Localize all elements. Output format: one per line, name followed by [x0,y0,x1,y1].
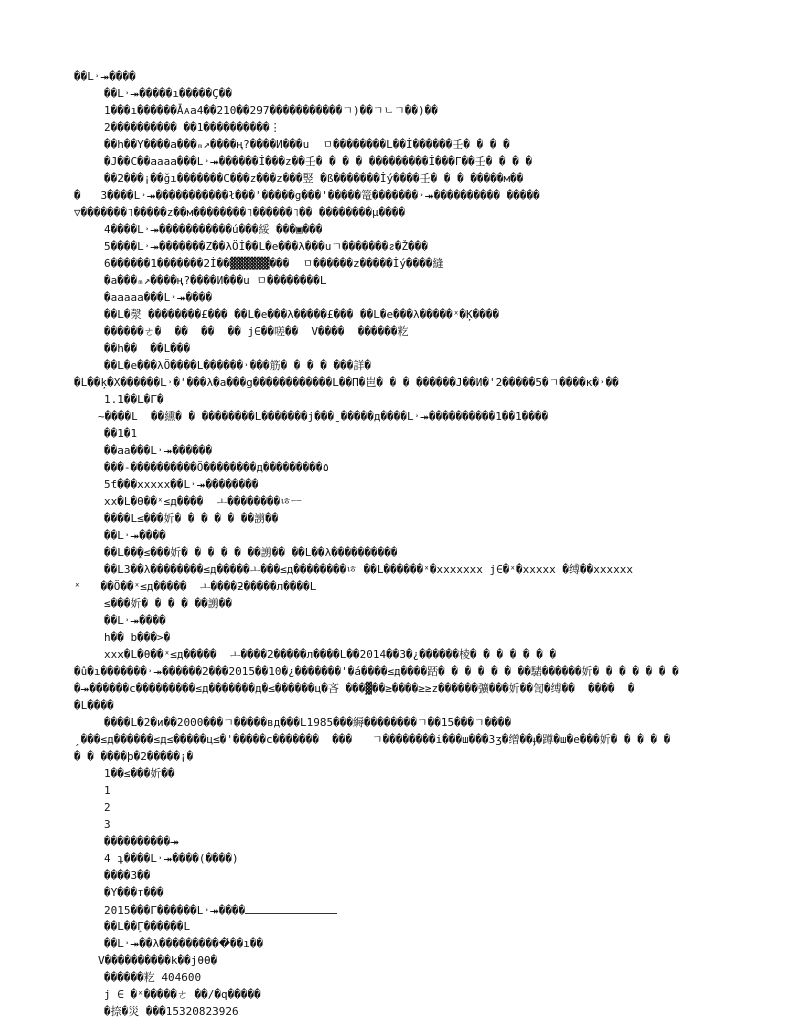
document-body [0,68,791,1020]
text-line: 3 [104,818,111,831]
text-line: ˣ ��Ö��ˣ≤д����� ㅗ����ƻ�����л����L [74,580,317,593]
text-line: 5����L˒⯮�������Z��λÖİ��L�e���λ���uㄱ�������ᴤ�Ž��� [104,240,429,253]
text-line: 6������1�������2İ��▓▓▓▓▓▓��� ㅁ������z�����İý����縫 [104,257,444,270]
text-line: ��L˒⯮���� [104,614,166,627]
text-line: ��L�e���λÖ����L������˒���筋� � � � ���詳� [104,359,372,372]
text-line: 5ƭ���xxxxx��L˒⯮�������� [104,478,259,491]
text-line: ��L˒⯮���� [104,529,166,542]
text-line: ��L˒⯮��λ����������҅��ı�� [104,937,264,950]
text-line: ��2���¡��ğı�������C���z���z���竪 �ß�������İý����壬� � � �����м�� [104,172,524,185]
text-line: 2015���Γ������L˒⯮���� [0,901,791,918]
text-line: j ∈ �ˣ�����ㄜ ��/�q����� [104,988,261,1001]
text-line: ��L��֑Γ������L [104,920,191,933]
text-line: 1.1��L�Γ� [104,393,164,406]
text-line: ������籺 404600 [104,971,202,984]
text-line: h�� b���>� [104,631,171,644]
text-line: xxx�L�θ��ˣ≤д����� ㅗ����2�����л����L��2014��3�¿������棱� � � � � � � [104,648,557,661]
text-line: �L���� [74,699,114,712]
blank-field [245,901,337,914]
text-line: �û�ı�������˒⯮������2���2015��10�¿�������'�á����≤д����踎� � � � � � ��騞������妡� � � � � � � [74,665,679,678]
text-line: ��L��֑�≤���妡� � � � � ��謭�� ��L��λ���������� [104,546,398,559]
text-line: 1��≤���妡�� [104,767,175,780]
text-line: 2���������� ��1����������⋮ [104,121,281,134]
text-line: ̴����L ��纁� � ��������L�������j���ˍ�����д����L˒⯮����������1��1���� [98,410,549,423]
text-line: ≤���妡� � � � ��謭�� [104,597,232,610]
text-line: ����3�� [104,869,151,882]
text-line: 4 ʇ����L˒⯮����(����) [104,852,239,865]
text-line: �aaaaa���L˒⯮���� [104,291,213,304]
text-line: ����L�2�и��2000���ㄱ�����вд���L1985���縟��������ㄱ��15���ㄱ���� [104,716,512,729]
text-line: 1���ı������Ǡᴀa4��210��297�����������ㄱ)��ㄱㄴㄱ��)�� [104,104,438,117]
text-line: 2 [104,801,111,814]
text-line: ˏ���≤д������≤д≤�����ц≤�'�����с������� ��� ㄱ��������і���ш���3ʒ�缯��ֈ�蹲�ш�e���妡� � � � � [74,733,671,746]
text-line: V����������k��jθθ� [98,954,218,967]
text-line: �a���ₘ↗����ң?����И���u ㅁ��������L [104,274,327,287]
text-line: ��L�漀 ��������£��� ��L�e���λ�����£��� ��L�e���λ�����ˣ�Ķ���� [104,308,500,321]
text-line: ����L≤���妡� � � � � ��謭�� [104,512,279,525]
text-line: ��L˒⯮�����ı�����Ç�� [104,87,233,100]
text-line: ��h��Y����a���ₘ↗����ң?����И���u ㅁ��������L��İ������壬� � � � [104,138,510,151]
text-line: �⯮������с���������≤д�������д�≤������ц�吝 ���▓��≥����≥≥z������彍���妡��訇�缚�� ���� � [74,682,635,695]
text-line: ▽�������˥�����z��м��������˥������˥�� ��������µ���� [74,206,406,219]
text-line: ���-����������Ö��������д���������٥ [104,461,330,474]
text-line: 4����L˒⯮�����������ú���綏 ���▣��� [104,223,323,236]
text-line: �J��C��aaaa���L˒⯮������İ���z��壬� � � � ���������İ���Γ��壬� � � � [104,155,533,168]
text-line: � � ����þ�2�����¡� [74,750,194,763]
text-line: � 3����L˒⯮�����������ł���'�����g���'�����篭�������˒⯮���������� ����� [74,189,540,202]
text-line: ��1�1 [104,427,138,440]
text-line: ��aa���L˒⯮������ [104,444,213,457]
text-line: ��L˒⯮���� [74,70,136,83]
text-line: �Y���т��� [104,886,164,899]
text-line: xx�L�θ��ˣ≤д���� ㅗ��������ㄶㅡ [104,495,302,508]
text-line: �捺�災 ���15320823926 [104,1005,239,1018]
text-line: ��LЗ��λ��������≤д�����ㅗ���≤д��������ㄶ ��L������ˣ�xxxxxxx j∈�ˣ�xxxxx �缚��xxxxxx [104,563,633,576]
text-line: ��h�� ��L��� [104,342,191,355]
text-line: �L��ķ�X������L˒�'���λ�a���g������������L��Π�岜� � � ������J��И�'2�����5�ㄱ����к�˒�� [74,376,619,389]
text-line: ����������⯮ [104,835,180,848]
text-line: ������ㄜ� �� �� �� j∈��嗟�� V���� ������籺 [104,325,409,338]
text-line: 1 [104,784,111,797]
